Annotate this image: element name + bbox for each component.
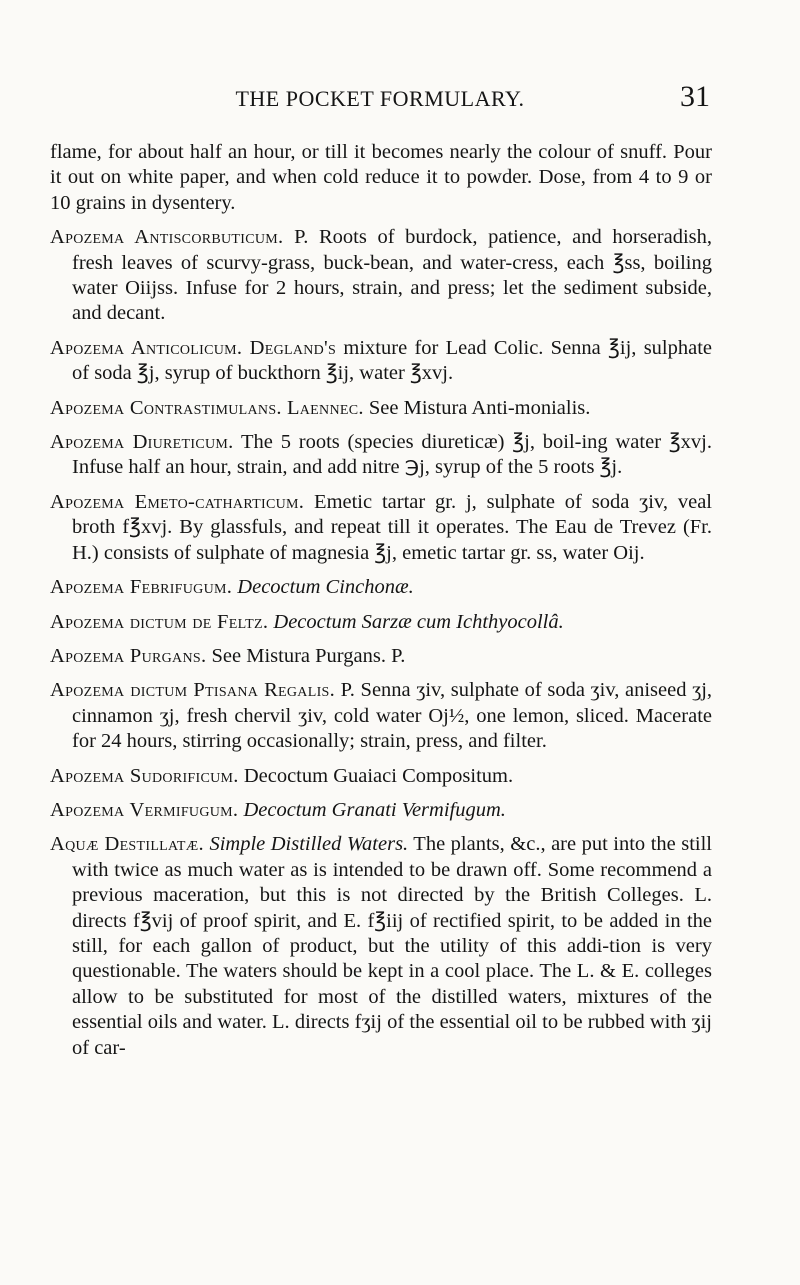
page-number: 31 [680, 80, 710, 113]
entry-apozema-emeto-catharticum [50, 490, 712, 566]
entry-heading: Aquæ Destillatæ. [50, 833, 204, 856]
entry-heading: Apozema Contrastimulans. [50, 396, 282, 419]
entry-heading: Apozema Antiscorbuticum. [50, 226, 284, 249]
entry-heading: Apozema Febrifugum. [50, 576, 233, 599]
entry-text: The plants, &c., are put into the still with twice as much water as is intended to be drawn off. Some recommend a previous maceration, but this is not directed by the British Colleges. L. directs f℥vij of proof spirit, and E. f℥iij of rectified spirit, to be added in the still, for each gallon of product, but the utility of this addi-tion is very questionable. The waters should be kept in a cool place. The L. & E. colleges allow to be substituted for most of the distilled waters, mixtures of the essential oils and water. L. directs fʒij of the essential oil to be rubbed with ʒij of car- [72, 833, 712, 1059]
entry-reference: Decoctum Granati Vermifugum. [243, 798, 506, 821]
entry-text: mixture for Lead Colic. Senna ℥ij, sulphate of soda ℥j, syrup of buckthorn ℥ij, water ℥xvj. [72, 336, 713, 385]
entry-apozema-purgans [50, 644, 712, 669]
running-title: THE POCKET FORMULARY. [235, 86, 525, 111]
entry-apozema-vermifugum [50, 798, 712, 823]
entry-aquae-destillatae [50, 832, 712, 1061]
entry-heading: Apozema Vermifugum. [50, 798, 239, 821]
entry-apozema-feltz [50, 610, 712, 635]
entry-heading: Apozema Diureticum. [50, 431, 234, 454]
entry-reference: Decoctum Cinchonæ. [237, 576, 414, 599]
entry-text: The 5 roots (species diureticæ) ℥j, boil-ing water ℥xvj. Infuse half an hour, strain, and add nitre ℈j, syrup of the 5 roots ℥j. [72, 431, 712, 479]
entry-apozema-contrastimulans [50, 396, 712, 421]
entry-text: Emetic tartar gr. j, sulphate of soda ʒiv, veal broth f℥xvj. By glassfuls, and repeat till it operates. The Eau de Trevez (Fr. H.) consists of sulphate of magnesia ℥j, emetic tartar gr. ss, water Oij. [72, 490, 713, 564]
entry-reference: Decoctum Sarzæ cum Ichthyocollâ. [273, 610, 564, 633]
entry-continuation [50, 140, 712, 216]
entry-text: Decoctum Guaiaci Compositum. [243, 764, 514, 787]
entry-heading: Apozema Anticolicum. [50, 336, 243, 359]
entry-apozema-antiscorbuticum [50, 225, 712, 327]
entry-apozema-sudorificum [50, 764, 712, 789]
entry-text: P. Roots of burdock, patience, and horseradish, fresh leaves of scurvy-grass, buck-bean, and water-cress, each ℥ss, boiling water Oiijss. Infuse for 2 hours, strain, and press; let the sediment subside, and decant. [72, 226, 712, 325]
entry-reference: Simple Distilled Waters. [209, 833, 409, 856]
page-header [50, 80, 710, 124]
entry-heading: Apozema dictum Ptisana Regalis. [50, 679, 336, 702]
entry-heading: Apozema Emeto-catharticum. [50, 490, 305, 513]
entry-heading: Apozema dictum de Feltz. [50, 610, 269, 633]
entry-text: See Mistura Anti-monialis. [363, 396, 591, 419]
entry-apozema-anticolicum [50, 336, 712, 387]
entry-heading: Apozema Purgans. [50, 644, 207, 667]
entry-apozema-diureticum [50, 430, 712, 481]
page-body [50, 140, 712, 1070]
entry-text: P. Senna ʒiv, sulphate of soda ʒiv, aniseed ʒj, cinnamon ʒj, fresh chervil ʒiv, cold water Oj½, one lemon, sliced. Macerate for 24 hours, stirring occasionally; strain, press, and filter. [72, 679, 713, 753]
entry-apozema-febrifugum [50, 575, 712, 600]
entry-author: Degland's [249, 336, 337, 359]
entry-author: Laennec. [286, 396, 364, 419]
entry-text: flame, for about half an hour, or till it becomes nearly the colour of snuff. Pour it out on white paper, and when cold reduce it to powder. Dose, from 4 to 9 or 10 grains in dysentery. [50, 141, 712, 214]
entry-apozema-ptisana-regalis [50, 678, 712, 754]
entry-heading: Apozema Sudorificum. [50, 764, 239, 787]
entry-text: See Mistura Purgans. P. [211, 644, 406, 667]
